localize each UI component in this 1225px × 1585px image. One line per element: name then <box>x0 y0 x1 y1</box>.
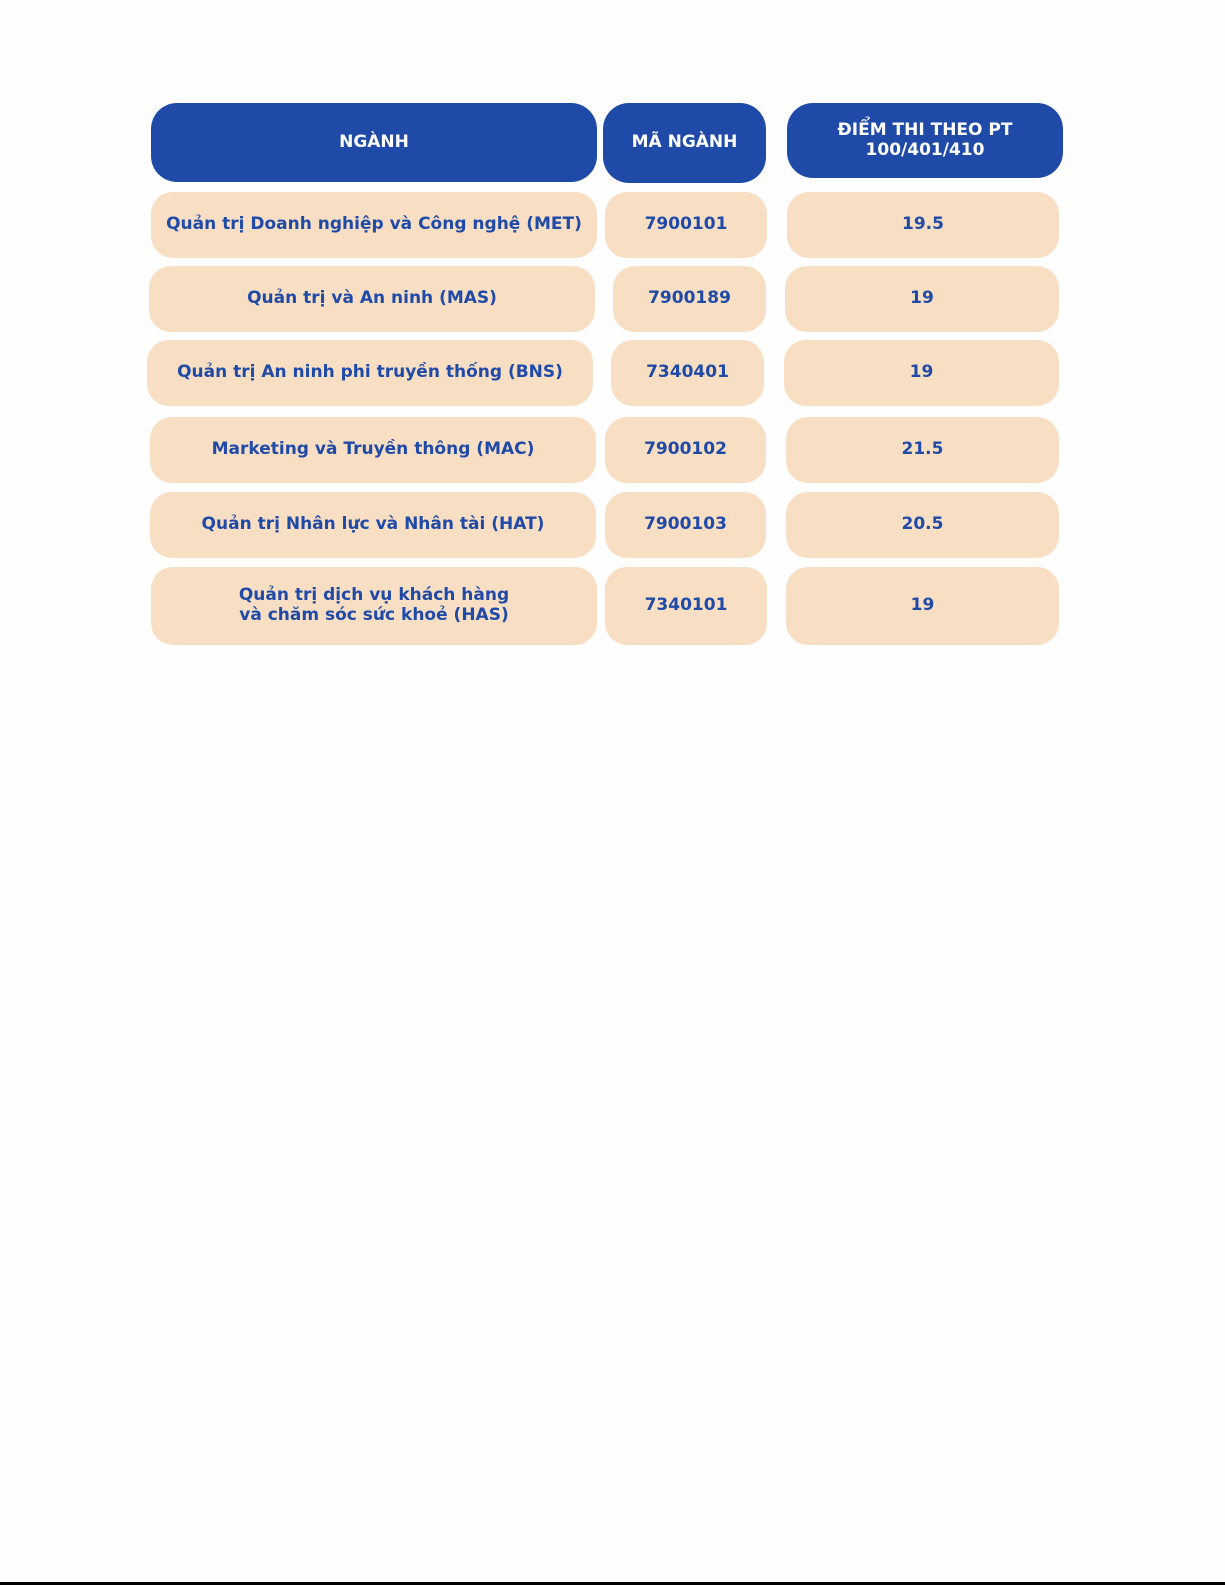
row-1-score: 19.5 <box>787 192 1059 258</box>
row-6-code: 7340101 <box>605 567 767 645</box>
row-5-major: Quản trị Nhân lực và Nhân tài (HAT) <box>150 492 596 558</box>
header-major: NGÀNH <box>151 103 597 182</box>
row-4-score: 21.5 <box>786 417 1059 483</box>
row-2-major: Quản trị và An ninh (MAS) <box>149 266 595 332</box>
row-2-score: 19 <box>785 266 1059 332</box>
row-3-major: Quản trị An ninh phi truyền thống (BNS) <box>147 340 593 406</box>
row-5-code: 7900103 <box>605 492 766 558</box>
row-6-major: Quản trị dịch vụ khách hàng và chăm sóc sức khoẻ (HAS) <box>151 567 597 645</box>
row-5-score: 20.5 <box>786 492 1059 558</box>
row-3-code: 7340401 <box>611 340 764 406</box>
row-1-major: Quản trị Doanh nghiệp và Công nghệ (MET) <box>151 192 597 258</box>
row-4-code: 7900102 <box>605 417 766 483</box>
row-4-major: Marketing và Truyền thông (MAC) <box>150 417 596 483</box>
row-1-code: 7900101 <box>605 192 767 258</box>
header-code: MÃ NGÀNH <box>603 103 766 183</box>
row-6-score: 19 <box>786 567 1059 645</box>
header-score: ĐIỂM THI THEO PT 100/401/410 <box>787 103 1063 178</box>
row-3-score: 19 <box>784 340 1059 406</box>
row-2-code: 7900189 <box>613 266 766 332</box>
